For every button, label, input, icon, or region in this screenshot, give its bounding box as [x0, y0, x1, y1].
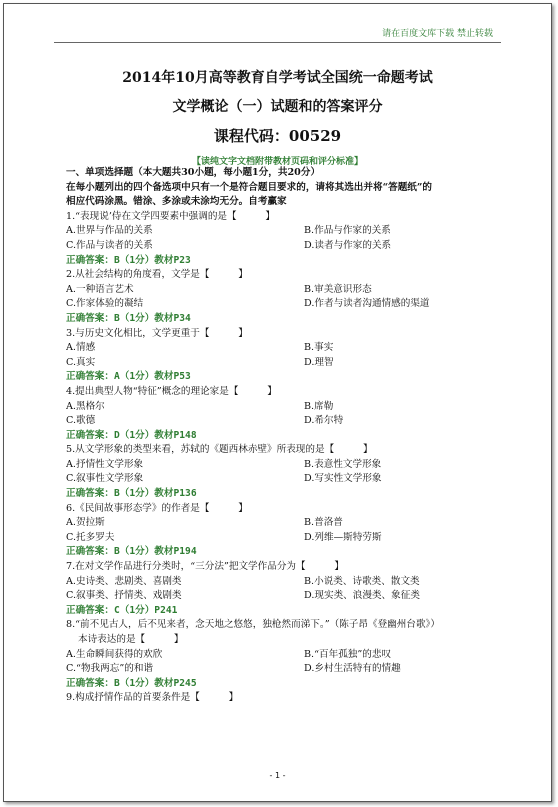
question-stem: 4.提出典型人物“特征”概念的理论家是【 】	[66, 385, 277, 397]
question-stem: 3.与历史文化相比，文学更重于【 】	[66, 327, 248, 339]
question-stem: 7.在对文学作品进行分类时，“三分法”把文学作品分为【 】	[66, 561, 344, 573]
answer-key: 正确答案：B（1分）教材P23	[66, 254, 191, 266]
option-d: D.乡村生活特有的情趣	[304, 663, 401, 675]
document-note: 【读纯文字文档附带教材页码和评分标准】	[191, 157, 363, 167]
question-stem: 8.“前不见古人，后不见来者，念天地之悠悠，独枪然而涕下。”（陈子昂《登幽州台歌》）	[66, 619, 440, 631]
answer-key: 正确答案：B（1分）教材P194	[66, 546, 197, 558]
option-d: D.现实类、浪漫类、象征类	[304, 590, 420, 602]
option-a: A.世界与作品的关系	[66, 225, 153, 237]
document-page	[3, 3, 552, 802]
option-a: A.史诗类、悲剧类、喜剧类	[66, 575, 182, 587]
option-b: B.作品与作家的关系	[304, 225, 391, 237]
exam-subtitle: 文学概论（一）试题和的答案评分	[172, 99, 383, 115]
page-number: - 1 -	[269, 771, 286, 780]
option-b: B.普洛普	[304, 517, 343, 529]
question-stem: 2.从社会结构的角度看，文学是【 】	[66, 269, 248, 281]
option-c: C.作品与读者的关系	[66, 239, 153, 251]
answer-key: 正确答案：D（1分）教材P148	[66, 429, 197, 441]
option-c: C.真实	[66, 356, 96, 368]
option-d: D.理智	[304, 356, 334, 368]
option-d: D.希尔特	[304, 415, 344, 427]
answer-key: 正确答案：B（1分）教材P136	[66, 488, 197, 500]
question-stem: 5.从文学形象的类型来看，苏轼的《题西林赤壁》所表现的是【 】	[66, 444, 373, 456]
option-a: A.一种语言艺术	[66, 283, 134, 295]
question-stem: 6.《民间故事形态学》的作者是【 】	[66, 502, 248, 514]
course-code: 课程代码：00529	[213, 127, 342, 145]
option-b: B.席勒	[304, 400, 334, 412]
option-b: B.“百年孤独”的悲叹	[304, 648, 392, 660]
option-c: C.叙事类、抒情类、戏剧类	[66, 590, 182, 602]
section-instruction: 在每小题列出的四个备选项中只有一个是符合题目要求的，请将其选出并将“答题纸”的	[66, 181, 433, 193]
answer-key: 正确答案：C（1分）P241	[66, 604, 178, 616]
option-d: D.写实性文学形象	[304, 473, 382, 485]
option-c: C.歌德	[66, 415, 96, 427]
option-d: D.作者与读者沟通情感的渠道	[304, 298, 430, 310]
question-stem: 9.构成抒情作品的首要条件是【 】	[66, 692, 239, 704]
option-c: C.叙事性文学形象	[66, 473, 144, 485]
question-list	[66, 166, 506, 706]
option-a: A.黑格尔	[66, 400, 105, 412]
option-d: D.读者与作家的关系	[304, 239, 392, 251]
answer-key: 正确答案：B（1分）教材P245	[66, 677, 197, 689]
header-rule	[54, 42, 501, 43]
answer-key: 正确答案：B（1分）教材P34	[66, 312, 191, 324]
watermark-text: 请在百度文库下载 禁止转载	[382, 29, 493, 39]
question-stem: 1.“表现说’侍在文学四要素中强调的是【 】	[66, 210, 275, 222]
option-c: C.托多罗夫	[66, 531, 115, 543]
section-instruction: 相应代码涂黑。错涂、多涂或未涂均无分。自考赢家	[66, 196, 287, 208]
option-a: A.情感	[66, 342, 96, 354]
section-heading: 一、单项选择题（本大题共30小题，每小题1分，共20分）	[66, 167, 321, 178]
option-a: A.贺拉斯	[66, 517, 105, 529]
option-c: C.作家体验的凝结	[66, 298, 144, 310]
option-b: B.小说类、诗歌类、散文类	[304, 575, 420, 587]
exam-title: 2014年10月高等教育自学考试全国统一命题考试	[122, 70, 433, 86]
question-stem-continued: 本诗表达的是【 】	[78, 634, 184, 645]
option-c: C.“物我两忘”的和谐	[66, 663, 154, 675]
option-a: A.生命瞬间获得的欢欣	[66, 648, 163, 660]
option-b: B.表意性文学形象	[304, 458, 382, 470]
answer-key: 正确答案：A（1分）教材P53	[66, 371, 191, 383]
option-a: A.抒情性文学形象	[66, 458, 144, 470]
option-d: D.列维—斯特劳斯	[304, 531, 382, 543]
option-b: B.审美意识形态	[304, 283, 372, 295]
option-b: B.事实	[304, 342, 334, 354]
